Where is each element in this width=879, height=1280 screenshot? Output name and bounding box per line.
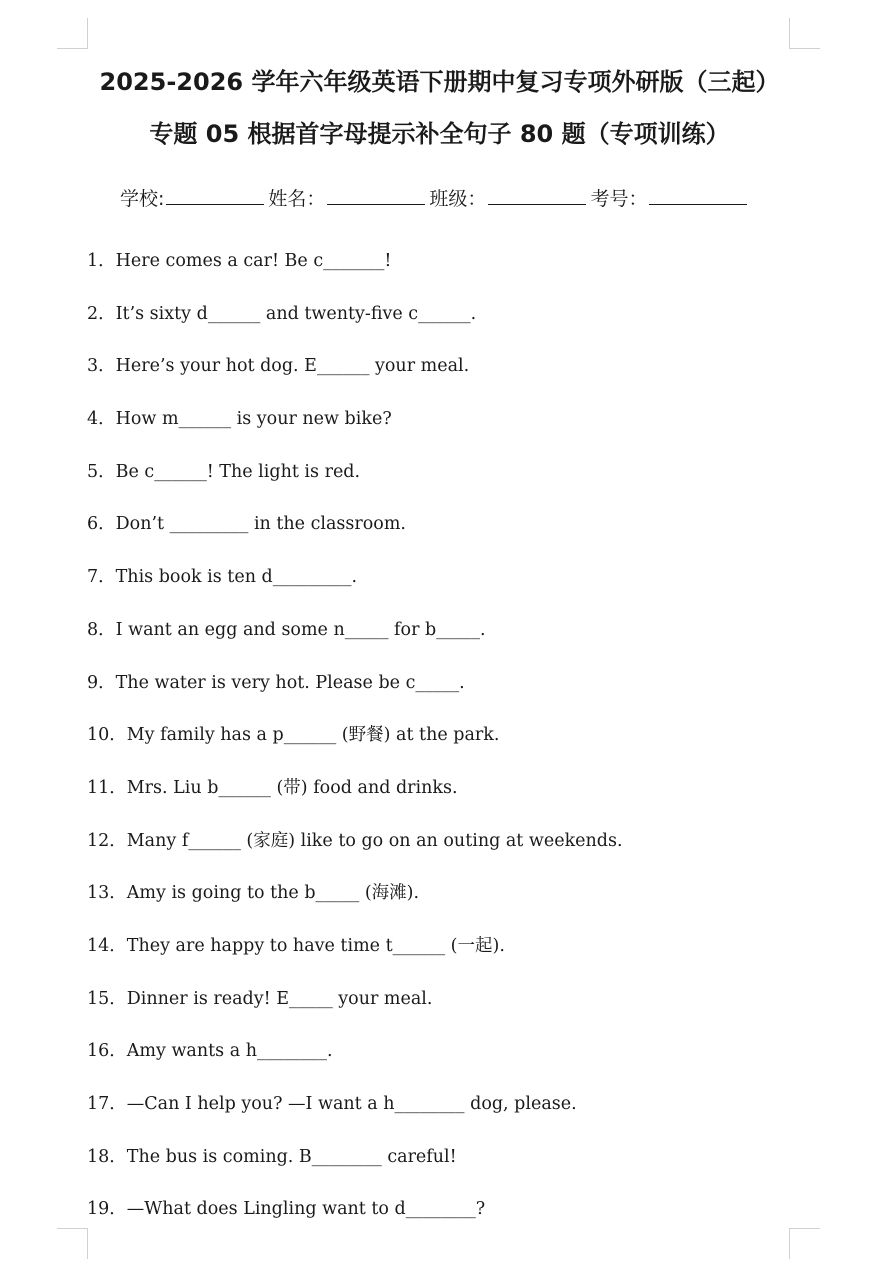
question-item: 15．Dinner is ready! E_____ your meal. (87, 988, 433, 1009)
question-item: 7．This book is ten d_________. (87, 567, 358, 588)
document-subtitle: 专题 05 根据首字母提示补全句子 80 题（专项训练） (149, 120, 730, 148)
document-title: 2025-2026 学年六年级英语下册期中复习专项外研版（三起） (99, 68, 780, 96)
question-item: 19．—What does Lingling want to d________? (87, 1199, 486, 1220)
page-corner-mark-top-right (789, 18, 820, 49)
name-blank[interactable] (327, 186, 425, 205)
question-item: 14．They are happy to have time t______ (一起). (87, 935, 505, 956)
school-blank[interactable] (166, 186, 264, 205)
question-item: 4．How m______ is your new bike? (87, 409, 392, 430)
question-item: 5．Be c______! The light is red. (87, 461, 361, 482)
question-item: 1．Here comes a car! Be c_______! (87, 251, 392, 271)
page-corner-mark-bottom-left (57, 1228, 88, 1259)
name-label: 姓名： (268, 188, 326, 210)
question-item: 8．I want an egg and some n_____ for b_____. (87, 619, 486, 640)
student-info-line (120, 184, 751, 211)
question-item: 10．My family has a p______ (野餐) at the park. (87, 725, 500, 746)
page-corner-mark-top-left (57, 18, 88, 49)
question-item: 6．Don’t _________ in the classroom. (87, 514, 406, 535)
class-label: 班级： (429, 188, 487, 210)
question-item: 2．It’s sixty d______ and twenty-five c______. (87, 303, 477, 324)
question-item: 11．Mrs. Liu b______ (带) food and drinks. (87, 777, 458, 798)
question-item: 17．—Can I help you? —I want a h________ dog, please. (87, 1094, 577, 1114)
question-item: 18．The bus is coming. B________ careful! (87, 1146, 457, 1167)
question-item: 16．Amy wants a h________. (87, 1041, 333, 1062)
question-item: 3．Here’s your hot dog. E______ your meal. (87, 356, 470, 377)
question-list (87, 248, 827, 1249)
class-blank[interactable] (488, 186, 586, 205)
question-item: 13．Amy is going to the b_____ (海滩). (87, 883, 420, 904)
question-item: 12．Many f______ (家庭) like to go on an outing at weekends. (87, 830, 623, 851)
question-item: 9．The water is very hot. Please be c_____. (87, 672, 465, 693)
exam-number-label: 考号： (590, 188, 648, 210)
exam-number-blank[interactable] (649, 186, 747, 205)
school-label: 学校: (120, 188, 165, 210)
